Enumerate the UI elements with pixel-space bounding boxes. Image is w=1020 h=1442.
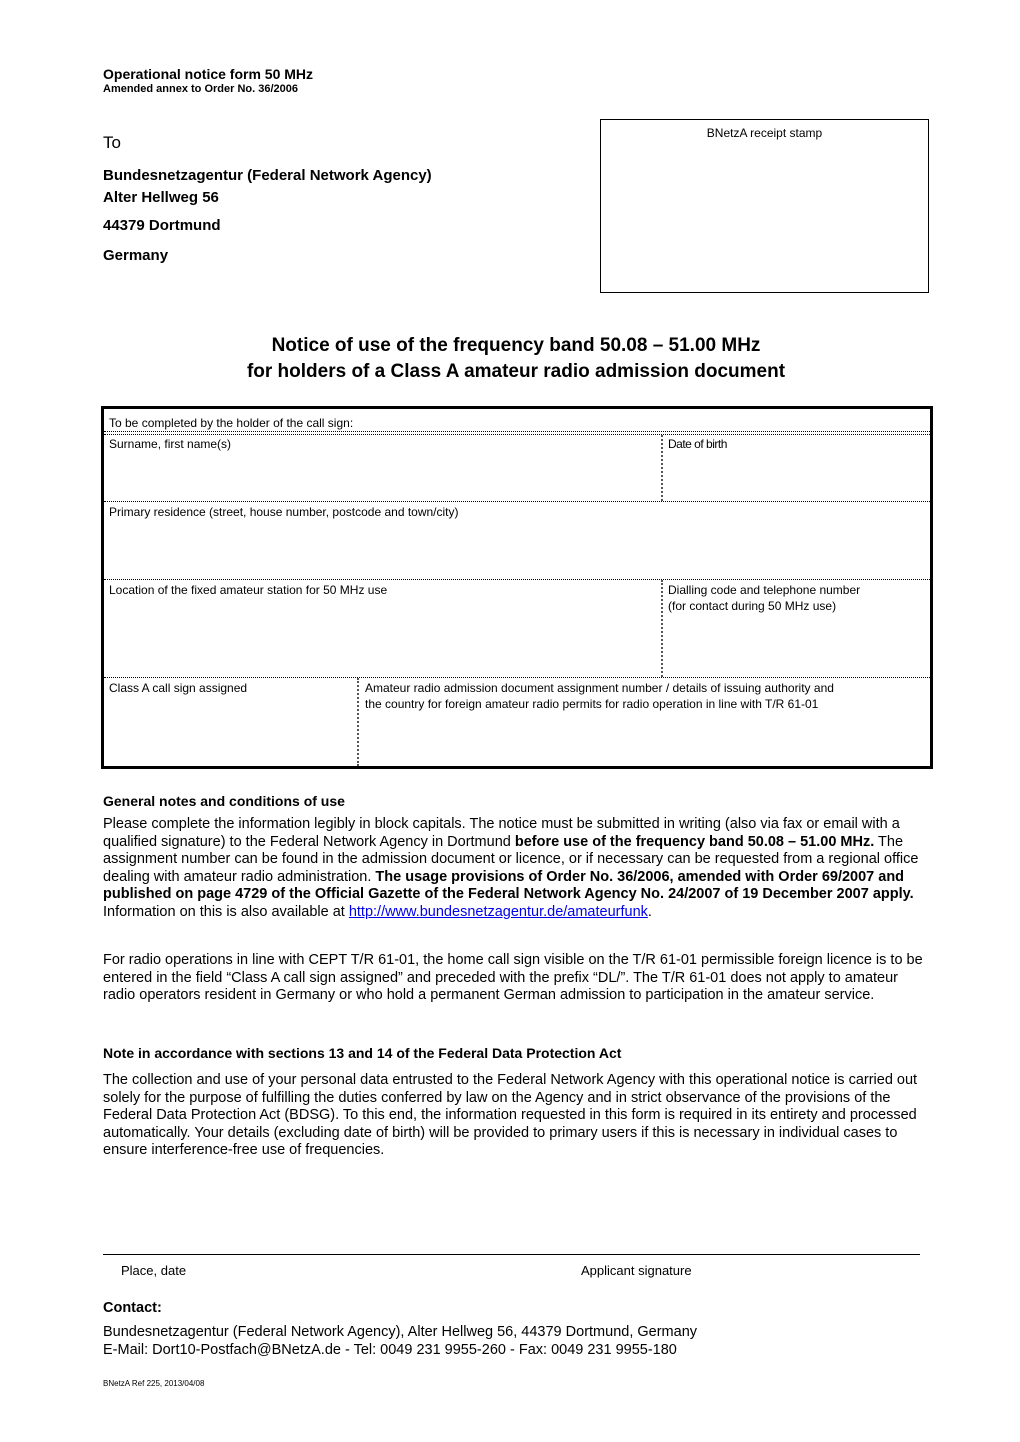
surname-field[interactable] bbox=[104, 435, 660, 501]
contact-line-1: Bundesnetzagentur (Federal Network Agency), Alter Hellweg 56, 44379 Dortmund, Germany bbox=[103, 1324, 698, 1340]
phone-label-line-1: Dialling code and telephone number bbox=[668, 583, 861, 597]
receipt-stamp-label: BNetzA receipt stamp bbox=[706, 126, 823, 140]
assignment-label-line-2: the country for foreign amateur radio permits for radio operation in line with T/R 61-01 bbox=[365, 697, 819, 711]
contact-line-2: E-Mail: Dort10-Postfach@BNetzA.de - Tel: 0049 231 9955-260 - Fax: 0049 231 9955-180 bbox=[103, 1342, 677, 1358]
divider bbox=[104, 431, 930, 432]
location-label: Location of the fixed amateur station for 50 MHz use bbox=[109, 583, 388, 597]
footer-ref: BNetzA Ref 225, 2013/04/08 bbox=[103, 1379, 205, 1388]
residence-label: Primary residence (street, house number, postcode and town/city) bbox=[109, 505, 459, 519]
general-notes-heading: General notes and conditions of use bbox=[103, 793, 345, 809]
assignment-label-line-1: Amateur radio admission document assignment number / details of issuing authority and bbox=[365, 681, 834, 695]
form-header: To be completed by the holder of the call sign: bbox=[109, 416, 354, 430]
receipt-stamp-box bbox=[600, 119, 929, 293]
address-line-3: 44379 Dortmund bbox=[103, 217, 221, 234]
amateurfunk-link[interactable]: http://www.bundesnetzagentur.de/amateurfunk bbox=[348, 903, 648, 920]
form-title: Operational notice form 50 MHz bbox=[103, 66, 314, 82]
to-label: To bbox=[103, 133, 121, 152]
applicant-signature-label: Applicant signature bbox=[581, 1263, 692, 1278]
divider bbox=[661, 435, 663, 501]
contact-heading: Contact: bbox=[103, 1300, 162, 1316]
assignment-field[interactable] bbox=[360, 678, 930, 766]
residence-field[interactable] bbox=[104, 502, 930, 578]
phone-label-line-2: (for contact during 50 MHz use) bbox=[668, 599, 837, 613]
address-line-4: Germany bbox=[103, 247, 169, 264]
general-notes-paragraph-1: Please complete the information legibly in block capitals. The notice must be submitted in writing (also via fax or email with a qualified signature) to the Federal Network Agency in Dortmund before use of the frequency band 50.08 – 51.00 MHz. The assignment number can be found in the admission document or licence, or if necessary can be requested from a regional office dealing with amateur radio administration. The usage provisions of Order No. 36/2006, amended with Order 69/2007 and published on page 4729 of the Official Gazette of the Federal Network Agency No. 24/2007 of 19 December 2007 apply. Information on this is also available at http://www.bundesnetzagentur.de/amateurfunk. bbox=[103, 816, 919, 920]
privacy-paragraph: The collection and use of your personal data entrusted to the Federal Network Agency with this operational notice is carried out solely for the purpose of fulfilling the duties conferred by law on the Agency and in strict observance of the provisions of the Federal Data Protection Act (BDSG). To this end, the information requested in this form is required in its entirety and processed automatically. Your details (excluding date of birth) will be provided to primary users if this is necessary in individual cases to ensure interference-free use of frequencies. bbox=[103, 1072, 918, 1159]
divider bbox=[661, 580, 663, 677]
phone-field[interactable] bbox=[664, 580, 930, 676]
divider bbox=[357, 678, 359, 766]
location-field[interactable] bbox=[104, 580, 660, 676]
dob-field[interactable] bbox=[664, 435, 930, 501]
general-notes-paragraph-2: For radio operations in line with CEPT T/R 61-01, the home call sign visible on the T/R 61-01 permissible foreign licence is to be entered in the field “Class A call sign assigned” and preceded with the prefix “DL/”. The T/R 61-01 does not apply to amateur radio operators resident in Germany or who hold a permanent German admission to participation in the amateur service. bbox=[103, 952, 923, 1004]
place-date-label: Place, date bbox=[121, 1263, 187, 1278]
holder-form bbox=[101, 406, 933, 769]
privacy-heading: Note in accordance with sections 13 and 14 of the Federal Data Protection Act bbox=[103, 1045, 622, 1061]
dob-label: Date of birth bbox=[668, 437, 727, 451]
form-subtitle: Amended annex to Order No. 36/2006 bbox=[103, 83, 299, 95]
address-line-2: Alter Hellweg 56 bbox=[103, 189, 219, 206]
page-title-line-1: Notice of use of the frequency band 50.08 – 51.00 MHz bbox=[271, 335, 761, 356]
signature-line bbox=[103, 1254, 920, 1255]
address-line-1: Bundesnetzagentur (Federal Network Agency) bbox=[103, 167, 432, 184]
page-title-line-2: for holders of a Class A amateur radio admission document bbox=[246, 361, 786, 382]
surname-label: Surname, first name(s) bbox=[109, 437, 232, 451]
callsign-label: Class A call sign assigned bbox=[109, 681, 248, 695]
callsign-field[interactable] bbox=[104, 678, 356, 766]
